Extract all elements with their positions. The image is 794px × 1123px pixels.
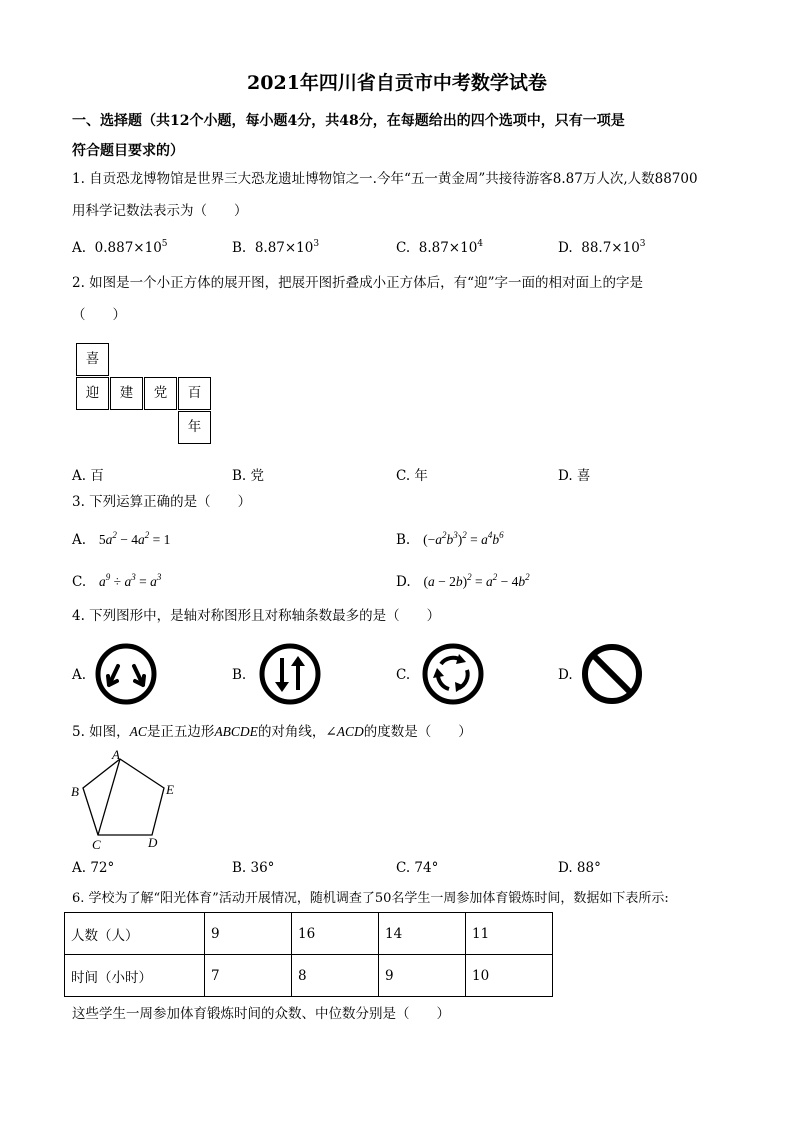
option-label: C. — [72, 574, 87, 590]
net-cell-dang: 党 — [144, 377, 177, 410]
table-row — [65, 955, 553, 997]
q3-formula-c: $a^9 \div a^3 = a^3$ — [99, 572, 162, 589]
q3-option-d — [396, 574, 530, 590]
q6-question: 这些学生一周参加体育锻炼时间的众数、中位数分别是（ ） — [72, 1006, 450, 1022]
q6-data-table — [64, 912, 553, 997]
table-cell: 9 — [379, 955, 466, 997]
q5-stem-suffix: 的度数是（ ） — [363, 724, 472, 740]
q3-formula-b: $(-a^2b^3)^2 = a^4b^6$ — [423, 530, 504, 547]
cube-net-figure — [76, 343, 214, 446]
vertex-b-label: B — [71, 784, 79, 799]
option-label: C. — [396, 240, 411, 256]
section-heading-line2: 符合题目要求的） — [72, 143, 184, 159]
q3-option-b — [396, 532, 504, 548]
net-cell-xi: 喜 — [76, 343, 109, 376]
option-exponent: 5 — [161, 239, 168, 249]
q4-option-c-label: C. — [396, 667, 411, 683]
q1-option-c — [396, 240, 483, 256]
option-base: 8.87×10 — [418, 240, 478, 256]
table-cell: 7 — [205, 955, 292, 997]
option-base: 88.7×10 — [581, 240, 640, 256]
option-base: 0.887×10 — [94, 240, 162, 256]
q5-angle-label: ∠ACD — [325, 724, 364, 739]
q2-stem-line1: 2. 如图是一个小正方体的展开图，把展开图折叠成小正方体后，有“迎”字一面的相对面上的字是 — [72, 275, 643, 291]
net-cell-jian: 建 — [110, 377, 143, 410]
table-cell: 8 — [292, 955, 379, 997]
q2-stem-line2: （ ） — [72, 307, 126, 323]
sign-b-two-way-arrows-icon — [258, 642, 322, 706]
q4-option-d-label: D. — [558, 667, 573, 683]
page-title: 2021年四川省自贡市中考数学试卷 — [247, 72, 547, 94]
q3-formula-d: $(a - 2b)^2 = a^2 - 4b^2$ — [423, 572, 530, 589]
q4-option-b-label: B. — [232, 667, 247, 683]
option-label: A. — [72, 240, 87, 256]
sign-d-prohibition-icon — [580, 642, 644, 706]
net-cell-ying: 迎 — [76, 377, 109, 410]
q1-stem-line2: 用科学记数法表示为（ ） — [72, 203, 248, 219]
q5-option-c: C. 74° — [396, 860, 439, 876]
option-label: D. — [396, 574, 411, 590]
q5-option-b: B. 36° — [232, 860, 275, 876]
vertex-c-label: C — [92, 837, 101, 852]
q5-stem-prefix: 5. 如图， — [72, 724, 130, 740]
option-label: A. — [72, 532, 87, 548]
q5-pentagon-label: ABCDE — [214, 724, 258, 739]
q5-option-a: A. 72° — [72, 860, 115, 876]
net-cell-bai: 百 — [178, 377, 211, 410]
net-cell-nian: 年 — [178, 411, 211, 444]
q5-stem-mid: 是正五边形 — [146, 724, 215, 740]
table-cell: 时间（小时） — [65, 955, 205, 997]
q1-option-b — [232, 240, 319, 256]
q3-option-c — [72, 574, 161, 590]
q4-option-a-label: A. — [72, 667, 87, 683]
option-label: B. — [232, 240, 247, 256]
table-cell: 11 — [466, 913, 553, 955]
vertex-a-label: A — [112, 748, 120, 762]
q3-formula-a: $5a^2 - 4a^2 = 1$ — [98, 530, 171, 547]
vertex-d-label: D — [148, 835, 158, 850]
q1-option-d — [558, 240, 646, 256]
table-cell: 16 — [292, 913, 379, 955]
q2-option-c: C. 年 — [396, 468, 428, 484]
q5-option-d: D. 88° — [558, 860, 601, 876]
q5-diagonal-label: AC — [129, 724, 147, 739]
sign-a-diagonal-arrows-icon — [94, 642, 158, 706]
table-cell: 14 — [379, 913, 466, 955]
table-cell: 人数（人） — [65, 913, 205, 955]
table-cell: 9 — [205, 913, 292, 955]
pentagon-figure — [68, 748, 180, 852]
vertex-e-label: E — [166, 782, 174, 797]
q2-option-a: A. 百 — [72, 468, 104, 484]
q6-stem: 6. 学校为了解“阳光体育”活动开展情况，随机调查了50名学生一周参加体育锻炼时间，数据如下表所示: — [72, 891, 669, 906]
q3-option-a — [72, 532, 170, 548]
q2-option-b: B. 党 — [232, 468, 265, 484]
option-exponent: 3 — [313, 239, 320, 249]
section-heading-line1: 一、选择题（共12个小题，每小题4分，共48分，在每题给出的四个选项中，只有一项是 — [72, 113, 625, 129]
table-cell: 10 — [466, 955, 553, 997]
q1-option-a — [72, 240, 168, 256]
option-exponent: 3 — [639, 239, 646, 249]
q3-stem: 3. 下列运算正确的是（ ） — [72, 494, 252, 510]
option-label: D. — [558, 240, 573, 256]
q4-stem: 4. 下列图形中，是轴对称图形且对称轴条数最多的是（ ） — [72, 608, 441, 624]
sign-c-roundabout-icon — [421, 642, 485, 706]
option-base: 8.87×10 — [254, 240, 314, 256]
q1-stem-line1: 1. 自贡恐龙博物馆是世界三大恐龙遗址博物馆之一.今年“五一黄金周”共接待游客8.87万人次,人数88700 — [72, 171, 698, 187]
q5-stem-mid2: 的对角线， — [257, 724, 326, 740]
q2-option-d: D. 喜 — [558, 468, 591, 484]
table-row — [65, 913, 553, 955]
option-exponent: 4 — [477, 239, 484, 249]
q5-stem — [72, 725, 472, 740]
option-label: B. — [396, 532, 411, 548]
